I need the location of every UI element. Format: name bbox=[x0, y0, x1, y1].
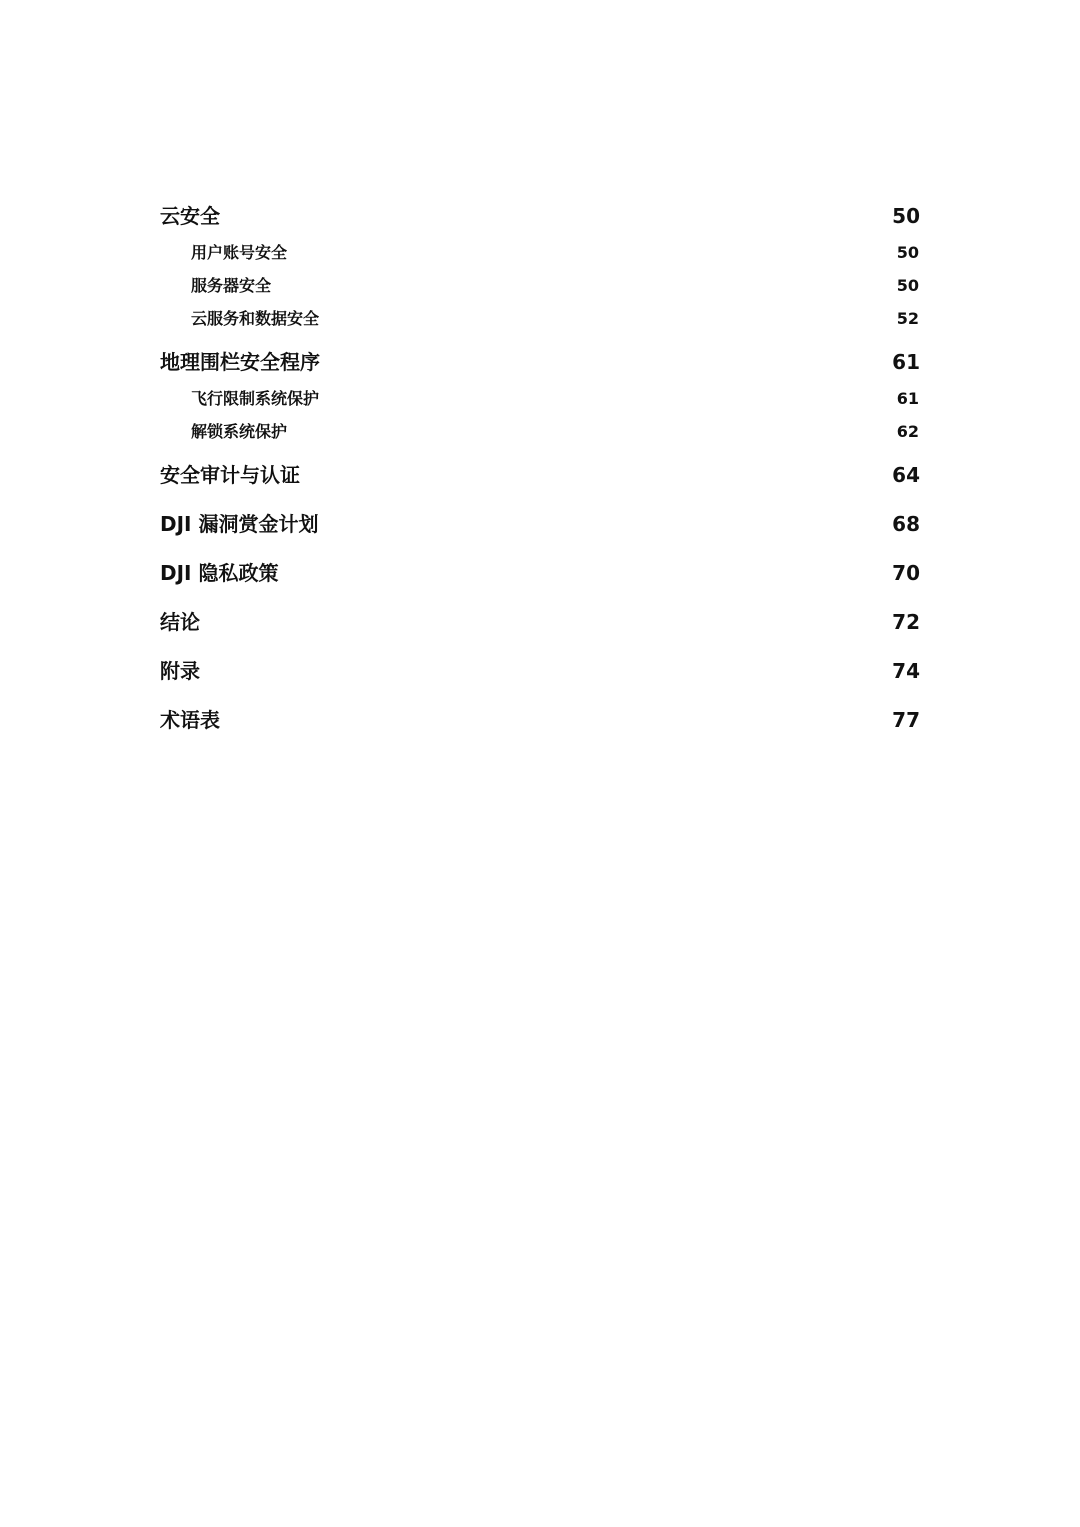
toc-entry-conclusion bbox=[160, 602, 920, 642]
toc-entry-title: 术语表 bbox=[160, 708, 220, 732]
toc-entry-title: 地理围栏安全程序 bbox=[160, 350, 320, 374]
toc-entry-privacy-policy bbox=[160, 553, 920, 593]
toc-entry-page: 72 bbox=[892, 610, 920, 634]
toc-entry-geofencing bbox=[160, 342, 920, 382]
toc-entry-page: 74 bbox=[892, 659, 920, 683]
toc-entry-glossary bbox=[160, 700, 920, 740]
toc-entry-title: DJI 漏洞赏金计划 bbox=[160, 512, 319, 536]
toc-subentry-flight-restriction bbox=[160, 382, 920, 415]
toc-subentry-user-account-security bbox=[160, 236, 920, 269]
toc-entry-title: 结论 bbox=[160, 610, 200, 634]
toc-entry-title: DJI 隐私政策 bbox=[160, 561, 279, 585]
toc-entry-page: 77 bbox=[892, 708, 920, 732]
toc-subentry-cloud-data-security bbox=[160, 302, 920, 335]
toc-entry-cloud-security bbox=[160, 196, 920, 236]
toc-entry-page: 50 bbox=[896, 276, 919, 295]
toc-entry-page: 52 bbox=[896, 309, 919, 328]
toc-entry-page: 64 bbox=[892, 463, 920, 487]
toc-entry-title: 附录 bbox=[160, 659, 200, 683]
toc-entry-page: 70 bbox=[892, 561, 920, 585]
toc-entry-page: 50 bbox=[892, 204, 920, 228]
toc-entry-title: 云服务和数据安全 bbox=[191, 309, 320, 328]
toc-entry-title: 云安全 bbox=[160, 204, 220, 228]
toc-entry-title: 解锁系统保护 bbox=[191, 422, 288, 441]
toc-entry-page: 68 bbox=[892, 512, 920, 536]
toc-entry-page: 62 bbox=[896, 422, 919, 441]
toc-entry-page: 50 bbox=[896, 243, 919, 262]
toc-subentry-unlock-system bbox=[160, 415, 920, 448]
toc-entry-security-audit bbox=[160, 455, 920, 495]
toc-entry-title: 用户账号安全 bbox=[191, 243, 288, 262]
toc-entry-appendix bbox=[160, 651, 920, 691]
toc-entry-title: 服务器安全 bbox=[191, 276, 272, 295]
table-of-contents bbox=[160, 196, 920, 740]
toc-entry-page: 61 bbox=[896, 389, 919, 408]
toc-entry-bug-bounty bbox=[160, 504, 920, 544]
toc-subentry-server-security bbox=[160, 269, 920, 302]
toc-entry-page: 61 bbox=[892, 350, 920, 374]
toc-entry-title: 飞行限制系统保护 bbox=[191, 389, 320, 408]
toc-entry-title: 安全审计与认证 bbox=[160, 463, 300, 487]
